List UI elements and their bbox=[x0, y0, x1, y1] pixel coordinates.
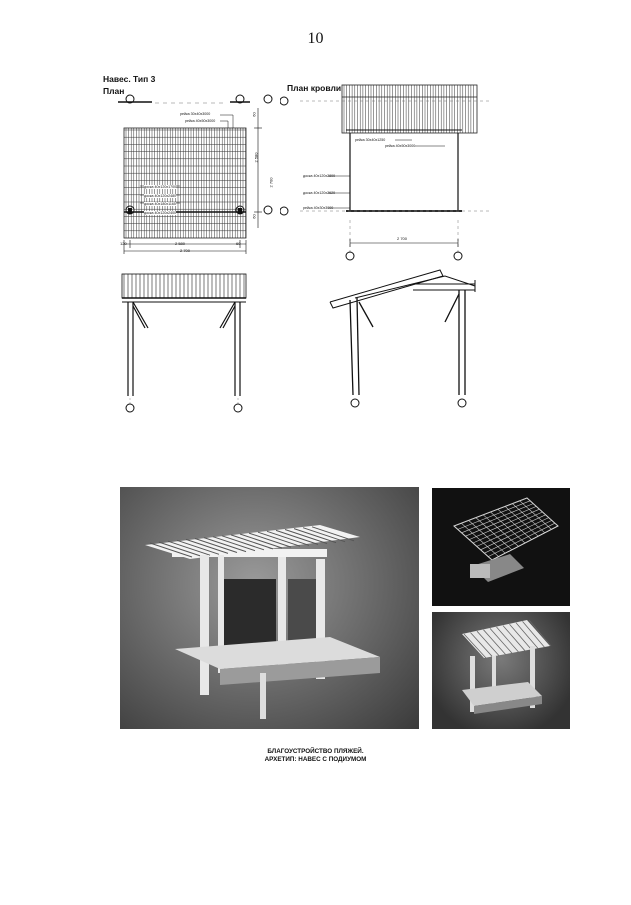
plan-dim-side-top: 60 bbox=[251, 112, 257, 117]
plan-dim-inner: 2 580 bbox=[175, 241, 186, 246]
plan-dim-total: 2 700 bbox=[180, 248, 191, 253]
plan-dim-side-inner: 2 580 bbox=[253, 152, 259, 163]
roof-note-1: рейка 30х40х1250 bbox=[355, 138, 386, 142]
plan-note-6: доска 40х120х2400 bbox=[144, 211, 177, 215]
plan-dim-left: 120 bbox=[120, 241, 127, 246]
render-top-view-drawing bbox=[432, 488, 570, 606]
roof-note-4: доска 40х120х2620 bbox=[303, 191, 336, 195]
render-top-view-photo bbox=[432, 488, 570, 606]
plan-note-5: доска 40х180х1165 bbox=[144, 202, 176, 206]
drawing-title: Навес. Тип 3 bbox=[103, 74, 156, 84]
plan-label: План bbox=[103, 86, 125, 96]
caption-line-2: АРХЕТИП: НАВЕС С ПОДИУМОМ bbox=[264, 756, 367, 763]
roof-plan-text: План кровли bbox=[287, 83, 342, 93]
render-perspective-photo bbox=[432, 612, 570, 729]
roof-note-2: рейка 40х50х3000 bbox=[385, 144, 416, 148]
render-main-photo bbox=[120, 487, 419, 729]
plan-note-3: доска 40х120х1700 bbox=[144, 185, 177, 189]
render-perspective-drawing bbox=[432, 612, 570, 729]
plan-dim-right: 60 bbox=[236, 241, 241, 246]
roof-note-3: доска 40х120х2800 bbox=[303, 174, 336, 178]
roof-dim: 2 700 bbox=[397, 236, 408, 241]
plan-note-2: рейка 40х50х3000 bbox=[185, 119, 216, 123]
caption-line-1: БЛАГОУСТРОЙСТВО ПЛЯЖЕЙ. bbox=[267, 748, 364, 755]
side-elevation-drawing bbox=[325, 262, 485, 417]
plan-dim-side-bottom: 60 bbox=[251, 214, 257, 219]
plan-note-4: доска 40х120х2480 bbox=[144, 194, 177, 198]
roof-note-5: рейка 40х30х3000 bbox=[303, 206, 334, 210]
roof-plan-drawing bbox=[280, 80, 490, 265]
plan-note-1: рейка 30х40х3000 bbox=[180, 112, 211, 116]
render-main-drawing bbox=[120, 487, 419, 729]
front-elevation-drawing bbox=[110, 268, 260, 418]
page-number: 10 bbox=[307, 30, 324, 47]
caption bbox=[0, 748, 631, 764]
plan-dim-side-total: 2 700 bbox=[268, 177, 274, 188]
